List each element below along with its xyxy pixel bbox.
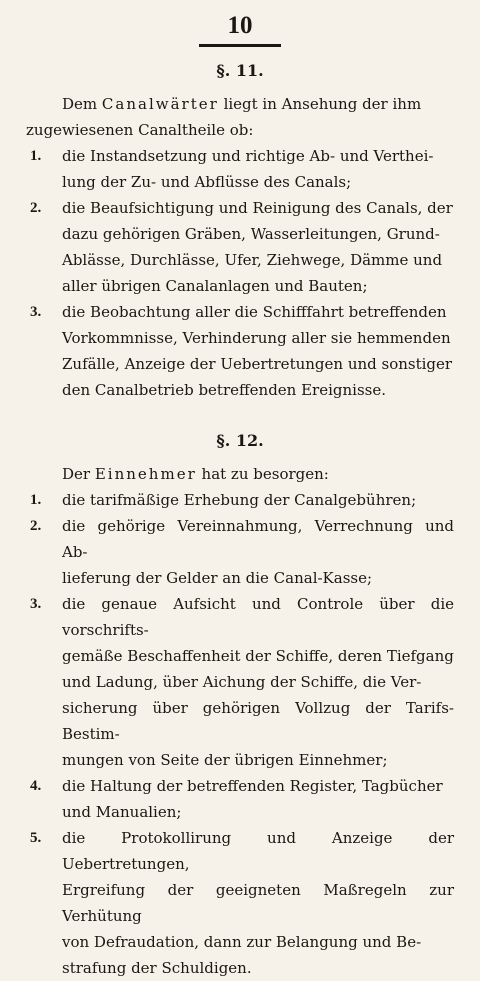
section-intro-12 — [26, 461, 454, 487]
text-line: mungen von Seite der übrigen Einnehmer; — [62, 751, 388, 769]
item-number: 2. — [30, 200, 42, 216]
item-number: 2. — [30, 518, 42, 534]
text-line: von Defraudation, dann zur Belangung und Be- — [62, 933, 422, 951]
section-12-list — [26, 487, 454, 981]
text-line: Ablässe, Durchlässe, Ufer, Ziehwege, Dämme und — [62, 251, 443, 269]
item-text — [62, 513, 454, 591]
item-number: 1. — [30, 492, 42, 508]
text-line: die Haltung der betreffenden Register, Tagbücher — [62, 777, 443, 795]
text-line: lieferung der Gelder an die Canal-Kasse; — [62, 569, 373, 587]
intro-word: hat zu besorgen: — [201, 465, 329, 483]
item-number: 4. — [30, 778, 42, 794]
text-line: Ergreifung der geeigneten Maßregeln zur Verhütung — [62, 881, 454, 925]
text-line: dazu gehörigen Gräben, Wasserleitungen, Grund- — [62, 225, 440, 243]
list-item — [26, 143, 454, 195]
section-heading-12: §. 12. — [216, 431, 264, 450]
text-line: und Manualien; — [62, 803, 182, 821]
header-rule — [199, 44, 281, 47]
list-item — [26, 299, 454, 403]
section-heading-11: §. 11. — [216, 61, 264, 80]
list-item — [26, 513, 454, 591]
item-number: 1. — [30, 148, 42, 164]
item-number: 5. — [30, 830, 42, 846]
list-item — [26, 773, 454, 825]
text-line: die Beaufsichtigung und Reinigung des Canals, der — [62, 199, 453, 217]
text-line: die Beobachtung aller die Schifffahrt betreffenden — [62, 303, 447, 321]
item-text — [62, 773, 454, 825]
item-number: 3. — [30, 596, 42, 612]
text-line: den Canalbetrieb betreffenden Ereignisse. — [62, 381, 387, 399]
list-item — [26, 591, 454, 773]
text-line: strafung der Schuldigen. — [62, 959, 252, 977]
text-line: die Protokollirung und Anzeige der Uebertretungen, — [62, 829, 454, 873]
text-line: aller übrigen Canalanlagen und Bauten; — [62, 277, 368, 295]
section-11-list — [26, 143, 454, 403]
text-line: die gehörige Vereinnahmung, Verrechnung und Ab- — [62, 517, 454, 561]
list-item — [26, 487, 454, 513]
intro-word: liegt in Ansehung der ihm — [223, 95, 422, 113]
text-line: und Ladung, über Aichung der Schiffe, die Ver- — [62, 673, 422, 691]
item-text — [62, 825, 454, 981]
page-number: 10 — [227, 12, 253, 39]
item-text — [62, 143, 454, 195]
text-line: gemäße Beschaffenheit der Schiffe, deren Tiefgang — [62, 647, 454, 665]
text-line: lung der Zu- und Abflüsse des Canals; — [62, 173, 352, 191]
intro-line — [26, 91, 454, 117]
list-item — [26, 195, 454, 299]
intro-line: zugewiesenen Canaltheile ob: — [26, 121, 254, 139]
item-text — [62, 299, 454, 403]
item-text — [62, 591, 454, 773]
text-line: sicherung über gehörigen Vollzug der Tarifs-Bestim- — [62, 699, 454, 743]
intro-word: Dem — [62, 95, 98, 113]
section-intro-11 — [26, 91, 454, 143]
text-line: Zufälle, Anzeige der Uebertretungen und sonstiger — [62, 355, 453, 373]
text-line: die Instandsetzung und richtige Ab- und Verthei- — [62, 147, 434, 165]
text-line: die genaue Aufsicht und Controle über die vorschrifts- — [62, 595, 454, 639]
text-line: Vorkommnisse, Verhinderung aller sie hemmenden — [62, 329, 451, 347]
intro-line — [26, 461, 454, 487]
list-item — [26, 825, 454, 981]
item-number: 3. — [30, 304, 42, 320]
item-text — [62, 487, 454, 513]
text-line: die tarifmäßige Erhebung der Canalgebühren; — [62, 491, 417, 509]
intro-word: Der — [62, 465, 91, 483]
section-gap — [26, 403, 454, 417]
item-text — [62, 195, 454, 299]
intro-emphasis: Einnehmer — [94, 465, 197, 483]
intro-emphasis: Canalwärter — [101, 95, 219, 113]
